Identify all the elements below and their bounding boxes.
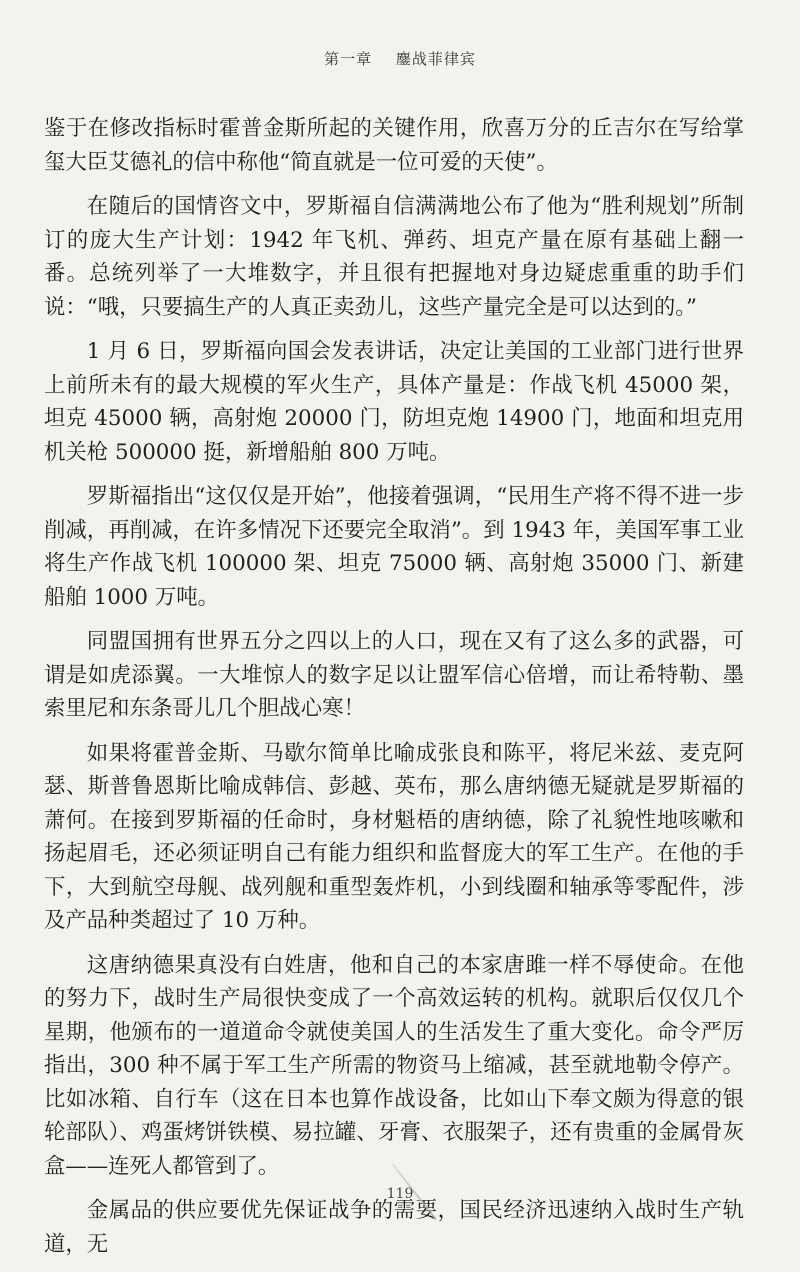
- chapter-title: 鏖战菲律宾: [395, 50, 476, 68]
- body-text: [44, 112, 744, 1272]
- paragraph: 鉴于在修改指标时霍普金斯所起的关键作用，欣喜万分的丘吉尔在写给掌玺大臣艾德礼的信中称他“简直就是一位可爱的天使”。: [44, 116, 744, 175]
- chapter-number: 第一章: [324, 50, 373, 68]
- paragraph: 1 月 6 日，罗斯福向国会发表讲话，决定让美国的工业部门进行世界上前所未有的最大规模的军火生产，具体产量是：作战飞机 45000 架，坦克 45000 辆，高射炮 20000 门，防坦克炮 14900 门，地面和坦克用机关枪 500000 挺，新增船舶 800 万吨。: [44, 339, 744, 465]
- paragraph: 如果将霍普金斯、马歇尔简单比喻成张良和陈平，将尼米兹、麦克阿瑟、斯普鲁恩斯比喻成韩信、彭越、英布，那么唐纳德无疑就是罗斯福的萧何。在接到罗斯福的任命时，身材魁梧的唐纳德，除了礼貌性地咳嗽和扬起眉毛，还必须证明自己有能力组织和监督庞大的军工生产。在他的手下，大到航空母舰、战列舰和重型轰炸机，小到线圈和轴承等零配件，涉及产品种类超过了 10 万种。: [44, 740, 744, 933]
- paragraph: 这唐纳德果真没有白姓唐，他和自己的本家唐雎一样不辱使命。在他的努力下，战时生产局很快变成了一个高效运转的机构。就职后仅仅几个星期，他颁布的一道道命令就使美国人的生活发生了重大变化。命令严厉指出，300 种不属于军工生产所需的物资马上缩减，甚至就地勒令停产。比如冰箱、自行车（这在日本也算作战设备，比如山下奉文颇为得意的银轮部队）、鸡蛋烤饼铁模、易拉罐、牙膏、衣服架子，还有贵重的金属骨灰盒——连死人都管到了。: [44, 952, 744, 1179]
- page-number: 119: [386, 1186, 414, 1202]
- running-header: [0, 48, 800, 69]
- paragraph: 在随后的国情咨文中，罗斯福自信满满地公布了他为“胜利规划”所制订的庞大生产计划：1942 年飞机、弹药、坦克产量在原有基础上翻一番。总统列举了一大堆数字，并且很有把握地对身边疑虑重重的助手们说：“哦，只要搞生产的人真正卖劲儿，这些产量完全是可以达到的。”: [44, 194, 744, 320]
- paragraph: 同盟国拥有世界五分之四以上的人口，现在又有了这么多的武器，可谓是如虎添翼。一大堆惊人的数字足以让盟军信心倍增，而让希特勒、墨索里尼和东条哥儿几个胆战心寒！: [44, 629, 744, 721]
- paragraph: 金属品的供应要优先保证战争的需要，国民经济迅速纳入战时生产轨道，无: [44, 1198, 744, 1257]
- paragraph: 罗斯福指出“这仅仅是开始”，他接着强调，“民用生产将不得不进一步削减，再削减，在许多情况下还要完全取消”。到 1943 年，美国军事工业将生产作战飞机 100000 架、坦克 75000 辆、高射炮 35000 门、新建船舶 1000 万吨。: [44, 484, 744, 610]
